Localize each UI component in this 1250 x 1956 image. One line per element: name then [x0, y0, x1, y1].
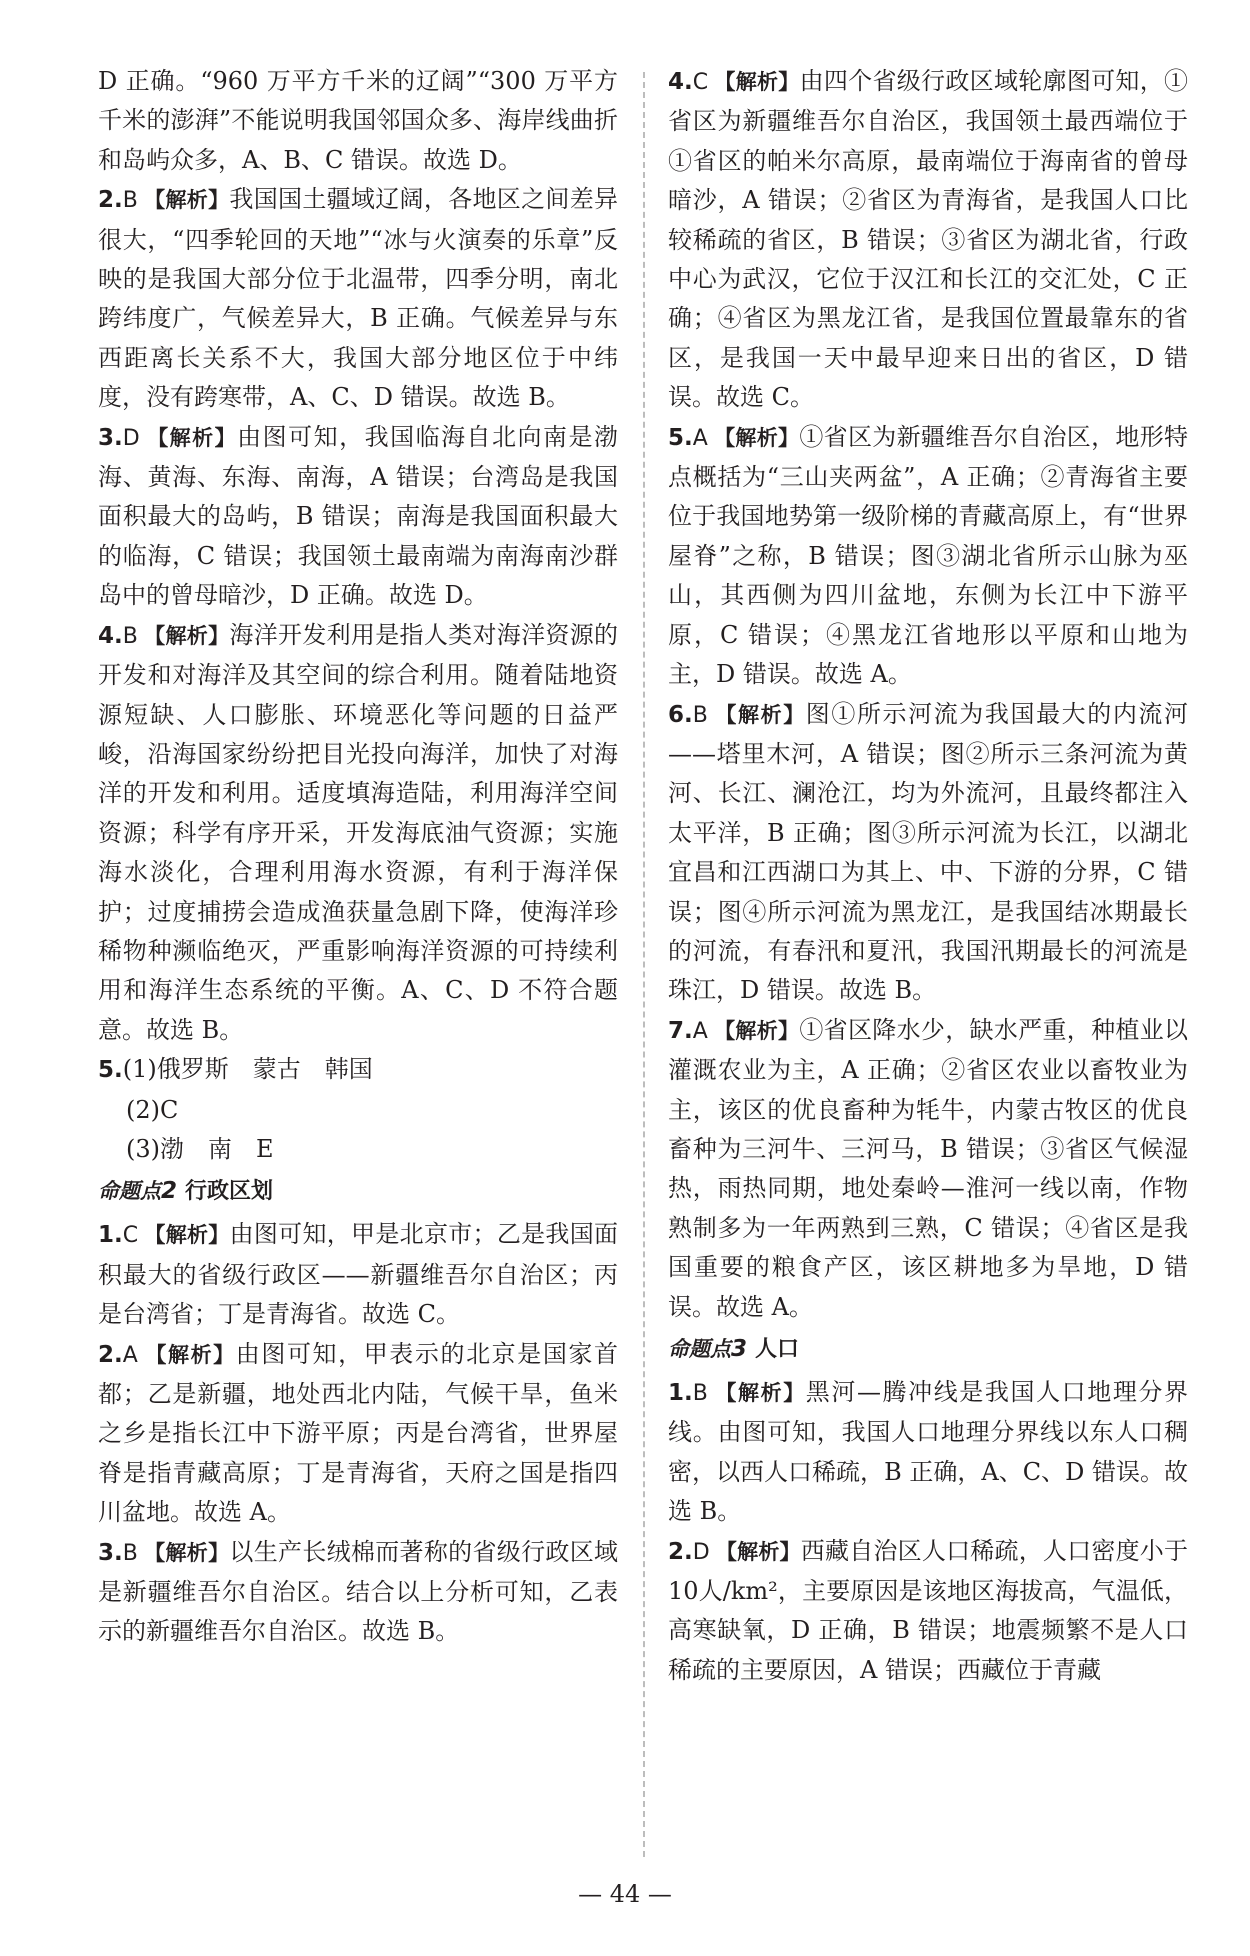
analysis-text: 西藏自治区人口稀疏，人口密度小于10人/km²，主要原因是该地区海拔高，气温低，高寒缺氧，D 正确，B 错误；地震频繁不是人口稀疏的主要原因，A 错误；西藏位于青藏: [668, 1536, 1189, 1684]
left-column: [98, 62, 618, 1652]
answer-line-2: (2)C: [126, 1095, 179, 1124]
question-item: [98, 1215, 618, 1334]
section-title: 行政区划: [185, 1179, 274, 1205]
answer-line-1: (1)俄罗斯 蒙古 韩国: [122, 1055, 373, 1084]
analysis-tag: 【解析】: [145, 425, 238, 450]
answer-letter: A: [692, 425, 708, 451]
question-number: 2.: [98, 1341, 123, 1368]
answer-letter: A: [122, 1342, 138, 1368]
analysis-text: 图①所示河流为我国最大的内流河——塔里木河，A 错误；图②所示三条河流为黄河、长江、澜沧江，均为外流河，且最终都注入太平洋，B 正确；图③所示河流为长江，以湖北宜昌和江西湖口为其上、中、下游的分界，C 错误；图④所示河流为黑龙江，是我国结冰期最长的河流，有春汛和夏汛，我国汛期最长的河流是珠江，D 错误。故选 B。: [668, 699, 1189, 1005]
analysis-text: 我国国土疆域辽阔，各地区之间差异很大，“四季轮回的天地”“冰与火演奏的乐章”反映的是我国大部分位于北温带，四季分明，南北跨纬度广，气候差异大，B 正确。气候差异与东西距离长关系不大，我国大部分地区位于中纬度，没有跨寒带，A、C、D 错误。故选 B。: [98, 185, 619, 412]
analysis-text: 由四个省级行政区域轮廓图可知，①省区为新疆维吾尔自治区，我国领土最西端位于①省区的帕米尔高原，最南端位于海南省的曾母暗沙，A 错误；②省区为青海省，是我国人口比较稀疏的省区，B 错误；③省区为湖北省，行政中心为武汉，它位于汉江和长江的交汇处，C 正确；④省区为黑龙江省，是我国位置最靠东的省区，是我国一天中最早迎来日出的省区，D 错误。故选 C。: [668, 67, 1188, 412]
analysis-text: 海洋开发利用是指人类对海洋资源的开发和对海洋及其空间的综合利用。随着陆地资源短缺、人口膨胀、环境恶化等问题的日益严峻，沿海国家纷纷把目光投向海洋，加快了对海洋的开发和利用。适度填海造陆，利用海洋空间资源；科学有序开采，开发海底油气资源；实施海水淡化，合理利用海水资源，有利于海洋保护；过度捕捞会造成渔获量急剧下降，使海洋珍稀物种濒临绝灭，严重影响海洋资源的可持续利用和海洋生态系统的平衡。A、C、D 不符合题意。故选 B。: [98, 620, 619, 1044]
question-number: 3.: [98, 424, 123, 451]
question-item: [98, 418, 618, 616]
analysis-text: 以生产长绒棉而著称的省级行政区域是新疆维吾尔自治区。结合以上分析可知，乙表示的新疆维吾尔自治区。故选 B。: [98, 1537, 619, 1646]
analysis-tag: 【解析】: [143, 1540, 230, 1565]
analysis-tag: 【解析】: [713, 702, 806, 727]
section-number: 3: [731, 1336, 748, 1362]
question-number: 2.: [668, 1538, 693, 1565]
section-number: 2: [161, 1178, 178, 1205]
analysis-tag: 【解析】: [144, 1223, 230, 1248]
section-prefix: 命题点: [98, 1179, 161, 1204]
question-item: [98, 1533, 618, 1652]
answer-letter: C: [692, 70, 709, 95]
question-item: [98, 180, 618, 417]
answer-letter: B: [122, 1540, 138, 1566]
analysis-text: ①省区降水少，缺水严重，种植业以灌溉农业为主，A 正确；②省区农业以畜牧业为主，该区的优良畜种为牦牛，内蒙古牧区的优良畜种为三河牛、三河马，B 错误；③省区气候湿热，雨热同期，地处秦岭—淮河一线以南，作物熟制多为一年两熟到三熟，C 错误；④省区是我国重要的粮食产区，该区耕地多为旱地，D 错误。故选 A。: [668, 1015, 1188, 1321]
analysis-tag: 【解析】: [713, 1381, 806, 1405]
section-heading-3: [668, 1329, 1188, 1369]
question-item: [668, 695, 1188, 1011]
analysis-text: 由图可知，甲表示的北京是国家首都；乙是新疆，地处西北内陆，气候干旱，鱼米之乡是指长江中下游平原；丙是台湾省，世界屋脊是指青藏高原；丁是青海省，天府之国是指四川盆地。故选 A。: [98, 1339, 619, 1527]
answer-letter: B: [122, 188, 138, 214]
analysis-text: 由图可知，甲是北京市；乙是我国面积最大的省级行政区——新疆维吾尔自治区；丙是台湾省；丁是青海省。故选 C。: [98, 1220, 618, 1329]
question-number: 1.: [98, 1222, 123, 1249]
answer-letter: B: [692, 702, 708, 728]
analysis-tag: 【解析】: [143, 623, 230, 648]
analysis-text: 黑河—腾冲线是我国人口地理分界线。由图可知，我国人口地理分界线以东人口稠密，以西人口稀疏，B 正确，A、C、D 错误。故选 B。: [668, 1378, 1189, 1526]
question-number: 2.: [98, 187, 123, 214]
question-number: 7.: [668, 1017, 693, 1044]
answer-letter: B: [122, 623, 138, 649]
analysis-text: 由图可知，我国临海自北向南是渤海、黄海、东海、南海，A 错误；台湾岛是我国面积最大的岛屿，B 错误；南海是我国面积最大的临海，C 错误；我国领土最南端为南海南沙群岛中的曾母暗沙，D 正确。故选 D。: [98, 422, 619, 610]
intro-paragraph: D 正确。“960 万平方千米的辽阔”“300 万平方千米的澎湃”不能说明我国邻国众多、海岸线曲折和岛屿众多，A、B、C 错误。故选 D。: [98, 67, 618, 174]
analysis-tag: 【解析】: [713, 425, 800, 450]
analysis-tag: 【解析】: [715, 1539, 801, 1564]
question-item: [668, 62, 1188, 418]
answer-letter: B: [692, 1381, 708, 1406]
question-item: [668, 418, 1188, 695]
answer-line-3: (3)渤 南 E: [126, 1134, 274, 1163]
question-number: 5.: [668, 424, 693, 451]
question-number: 5.: [98, 1057, 123, 1084]
question-item: [668, 1011, 1188, 1327]
question-number: 6.: [668, 701, 693, 728]
analysis-tag: 【解析】: [713, 1018, 800, 1043]
analysis-tag: 【解析】: [143, 188, 230, 213]
question-item: [98, 616, 618, 1050]
question-item: [98, 1335, 618, 1533]
right-column: [668, 62, 1188, 1690]
answer-letter: D: [692, 1539, 710, 1565]
analysis-text: ①省区为新疆维吾尔自治区，地形特点概括为“三山夹两盆”，A 正确；②青海省主要位于我国地势第一级阶梯的青藏高原上，有“世界屋脊”之称，B 错误；图③湖北省所示山脉为巫山，其西侧为四川盆地，东侧为长江中下游平原，C 错误；④黑龙江省地形以平原和山地为主，D 错误。故选 A。: [668, 422, 1188, 689]
answer-letter: D: [122, 425, 140, 451]
question-number: 3.: [98, 1539, 123, 1566]
column-divider: [643, 72, 645, 1857]
question-item: [668, 1373, 1188, 1532]
section-title: 人口: [755, 1337, 800, 1362]
answer-letter: C: [122, 1223, 139, 1249]
question-item-5: [98, 1050, 618, 1169]
question-item: [668, 1532, 1188, 1691]
section-heading-2: [98, 1171, 618, 1211]
question-number: 4.: [98, 622, 123, 649]
analysis-tag: 【解析】: [714, 70, 800, 94]
question-number: 1.: [668, 1380, 693, 1406]
answer-letter: A: [692, 1018, 708, 1044]
question-number: 4.: [668, 69, 693, 95]
page-number: — 44 —: [578, 1880, 672, 1908]
section-prefix: 命题点: [668, 1337, 731, 1361]
analysis-tag: 【解析】: [143, 1342, 236, 1367]
